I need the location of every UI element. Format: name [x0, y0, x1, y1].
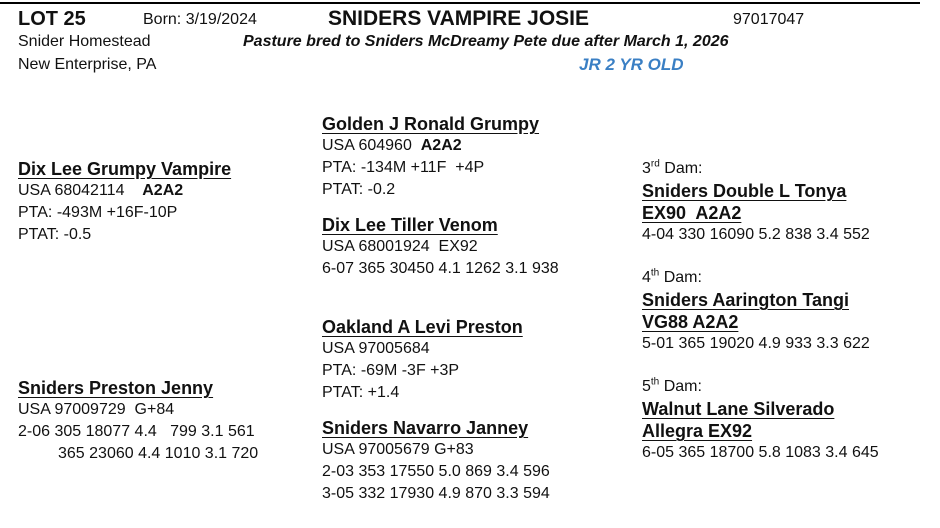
fifth-dam-label-rest: Dam:	[659, 378, 702, 395]
sire-dam-name: Dix Lee Tiller Venom	[322, 215, 498, 235]
dam-dam-usa: USA 97005679 G+83	[322, 441, 474, 458]
sire-usa-line	[18, 180, 231, 202]
sire-sire-genotype: A2A2	[420, 137, 462, 154]
fifth-dam-block	[642, 376, 879, 464]
bred-info: Pasture bred to Sniders McDreamy Pete due after March 1, 2026	[243, 33, 729, 50]
fourth-dam-label-rest: Dam:	[659, 269, 702, 286]
third-dam-label	[642, 158, 870, 180]
sire-genotype: A2A2	[142, 182, 184, 199]
fourth-dam-label-sup: th	[650, 267, 660, 279]
third-dam-classification: EX90 A2A2	[642, 203, 742, 223]
sire-pta: PTA: -493M +16F-10P	[18, 204, 178, 221]
dam-sire-ptat: PTAT: +1.4	[322, 384, 400, 401]
sire-sire-usa-line	[322, 135, 539, 157]
fifth-dam-record: 6-05 365 18700 5.8 1083 3.4 645	[642, 444, 879, 461]
dam-sire-block	[322, 316, 523, 404]
fifth-dam-label-sup: th	[650, 376, 660, 388]
fourth-dam-record: 5-01 365 19020 4.9 933 3.3 622	[642, 335, 870, 352]
sire-sire-name: Golden J Ronald Grumpy	[322, 114, 540, 134]
fifth-dam-label	[642, 376, 879, 398]
sire-name: Dix Lee Grumpy Vampire	[18, 159, 232, 179]
dam-usa: USA 97009729 G+84	[18, 401, 175, 418]
dam-dam-block	[322, 417, 550, 505]
animal-name: SNIDERS VAMPIRE JOSIE	[328, 7, 590, 30]
sire-dam-record: 6-07 365 30450 4.1 1262 3.1 938	[322, 260, 559, 277]
fourth-dam-label-num: 4	[642, 269, 651, 286]
owner-location: New Enterprise, PA	[18, 56, 157, 73]
sire-usa: USA 68042114	[18, 182, 125, 199]
sire-sire-ptat: PTAT: -0.2	[322, 181, 396, 198]
fourth-dam-name: Sniders Aarington Tangi	[642, 290, 850, 310]
third-dam-label-sup: rd	[650, 158, 660, 170]
fifth-dam-name: Walnut Lane Silverado	[642, 399, 835, 419]
birth-date: Born: 3/19/2024	[143, 11, 257, 28]
third-dam-label-num: 3	[642, 160, 651, 177]
third-dam-record: 4-04 330 16090 5.2 838 3.4 552	[642, 226, 870, 243]
dam-name: Sniders Preston Jenny	[18, 378, 214, 398]
fourth-dam-label	[642, 267, 870, 289]
third-dam-label-rest: Dam:	[659, 160, 703, 177]
lot-number: LOT 25	[18, 8, 86, 30]
dam-record-2: 365 23060 4.4 1010 3.1 720	[58, 445, 259, 462]
dam-sire-usa: USA 97005684	[322, 340, 430, 357]
dam-block	[18, 377, 258, 465]
dam-dam-record-1: 2-03 353 17550 5.0 869 3.4 596	[322, 463, 550, 480]
top-rule	[0, 2, 920, 4]
sire-block	[18, 158, 231, 246]
sire-sire-pta: PTA: -134M +11F +4P	[322, 159, 485, 176]
age-class: JR 2 YR OLD	[579, 55, 684, 74]
fourth-dam-block	[642, 267, 870, 355]
third-dam-block	[642, 158, 870, 246]
sire-ptat: PTAT: -0.5	[18, 226, 92, 243]
sire-dam-block	[322, 214, 559, 280]
fourth-dam-classification: VG88 A2A2	[642, 312, 739, 332]
dam-sire-name: Oakland A Levi Preston	[322, 317, 523, 337]
fifth-dam-classification: Allegra EX92	[642, 421, 753, 441]
dam-dam-record-2: 3-05 332 17930 4.9 870 3.3 594	[322, 485, 550, 502]
dam-sire-pta: PTA: -69M -3F +3P	[322, 362, 460, 379]
registration-number: 97017047	[733, 11, 805, 28]
third-dam-name: Sniders Double L Tonya	[642, 181, 847, 201]
sire-sire-block	[322, 113, 539, 201]
sire-sire-usa: USA 604960	[322, 137, 412, 154]
dam-record-1: 2-06 305 18077 4.4 799 3.1 561	[18, 423, 255, 440]
dam-dam-name: Sniders Navarro Janney	[322, 418, 529, 438]
owner-name: Snider Homestead	[18, 33, 151, 50]
sire-dam-usa: USA 68001924 EX92	[322, 238, 478, 255]
fifth-dam-label-num: 5	[642, 378, 651, 395]
